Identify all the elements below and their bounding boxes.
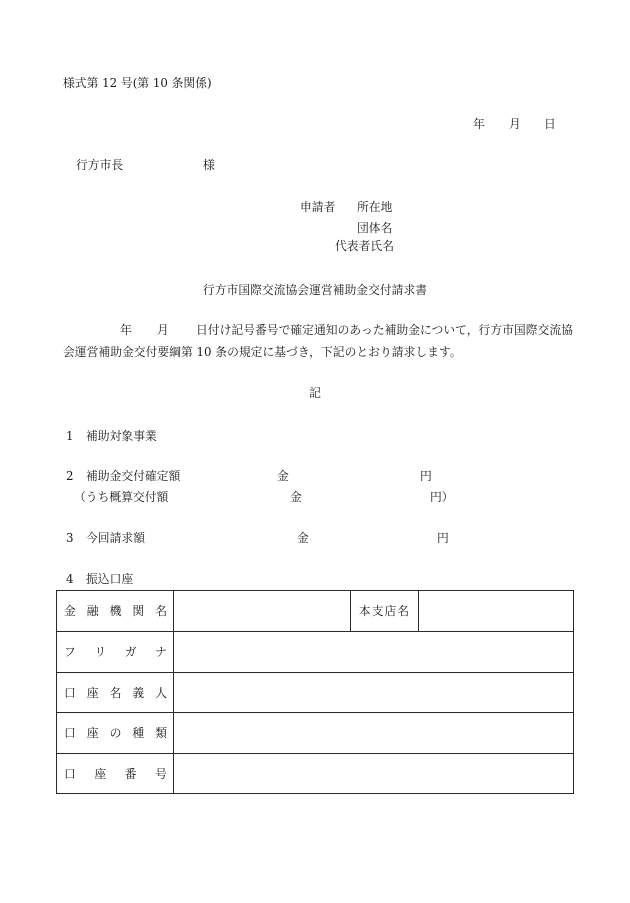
label-char: 融 bbox=[86, 604, 99, 618]
furigana-value-cell bbox=[174, 632, 574, 673]
addressee-name: 行方市長 bbox=[76, 158, 124, 172]
item-2-label: 補助金交付確定額 bbox=[86, 469, 181, 483]
item-3-number: 3 bbox=[66, 531, 74, 545]
ki-heading: 記 bbox=[309, 386, 321, 400]
document-title: 行方市国際交流協会運営補助金交付請求書 bbox=[202, 283, 428, 297]
item-2-kin: 金 bbox=[277, 469, 289, 483]
label-char: 口 bbox=[64, 766, 76, 781]
label-char: 号 bbox=[155, 766, 167, 781]
item-2-yen: 円 bbox=[420, 469, 432, 483]
furigana-label bbox=[64, 645, 167, 659]
label-char: 金 bbox=[64, 604, 76, 618]
label-char: 口 bbox=[64, 685, 76, 700]
branch-label: 本支店名 bbox=[358, 604, 411, 618]
bank-name-row bbox=[57, 591, 574, 632]
item-4-label: 振込口座 bbox=[86, 572, 134, 586]
body-line-2: 会運営補助金交付要綱第 10 条の規定に基づき，下記のとおり請求します。 bbox=[63, 345, 462, 359]
label-char: 類 bbox=[155, 726, 167, 740]
item-3-yen: 円 bbox=[437, 531, 449, 545]
item-3-label: 今回請求額 bbox=[86, 531, 145, 545]
furigana-row bbox=[57, 632, 574, 673]
label-char: 名 bbox=[109, 685, 122, 700]
bank-name-value-cell bbox=[174, 591, 351, 632]
label-char: 機 bbox=[109, 604, 122, 618]
account-holder-label bbox=[64, 686, 167, 700]
label-char: 種 bbox=[132, 726, 145, 740]
label-char: 座 bbox=[94, 766, 107, 781]
account-holder-row bbox=[57, 673, 574, 713]
item-2-sub-yen: 円） bbox=[430, 490, 454, 504]
item-2-sub-label: （うち概算交付額 bbox=[74, 490, 169, 504]
label-char: 番 bbox=[124, 766, 137, 781]
label-char: フ bbox=[64, 645, 76, 659]
label-char: 義 bbox=[132, 685, 145, 700]
furigana-label-cell bbox=[57, 632, 174, 673]
label-char: の bbox=[109, 726, 122, 740]
label-char: 名 bbox=[155, 604, 167, 618]
branch-value-cell bbox=[419, 591, 574, 632]
addressee-honorific: 様 bbox=[203, 158, 215, 172]
account-number-row bbox=[57, 754, 574, 794]
account-type-label bbox=[64, 726, 167, 740]
form-number: 様式第 12 号(第 10 条関係) bbox=[63, 76, 212, 90]
applicant-representative-label: 代表者氏名 bbox=[335, 239, 394, 253]
body-line-1: 日付け記号番号で確定通知のあった補助金について，行方市国際交流協 bbox=[196, 323, 573, 337]
body-month-label: 月 bbox=[157, 323, 169, 337]
account-holder-value-cell bbox=[174, 673, 574, 713]
account-holder-label-cell bbox=[57, 673, 174, 713]
label-char: 関 bbox=[132, 604, 145, 618]
label-char: 座 bbox=[86, 685, 99, 700]
account-type-value-cell bbox=[174, 713, 574, 754]
bank-account-table bbox=[56, 590, 574, 794]
item-1-label: 補助対象事業 bbox=[86, 429, 157, 443]
account-number-label bbox=[64, 767, 167, 781]
date-month-label: 月 bbox=[509, 117, 521, 131]
applicant-organization-label: 団体名 bbox=[357, 221, 393, 235]
item-3-kin: 金 bbox=[297, 531, 309, 545]
label-char: 座 bbox=[86, 726, 99, 740]
account-type-row bbox=[57, 713, 574, 754]
label-char: ガ bbox=[124, 645, 137, 659]
account-number-label-cell bbox=[57, 754, 174, 794]
item-2-sub-kin: 金 bbox=[290, 490, 302, 504]
account-type-label-cell bbox=[57, 713, 174, 754]
bank-name-label bbox=[64, 604, 167, 618]
branch-label-cell bbox=[351, 591, 419, 632]
date-day-label: 日 bbox=[544, 117, 556, 131]
date-year-label: 年 bbox=[473, 117, 485, 131]
account-number-value-cell bbox=[174, 754, 574, 794]
item-1-number: 1 bbox=[66, 429, 74, 443]
applicant-label: 申請者 bbox=[300, 200, 336, 214]
applicant-address-label: 所在地 bbox=[357, 200, 393, 214]
label-char: 口 bbox=[64, 726, 76, 740]
bank-name-label-cell bbox=[57, 591, 174, 632]
body-year-label: 年 bbox=[120, 323, 132, 337]
item-4-number: 4 bbox=[66, 572, 74, 586]
label-char: ナ bbox=[155, 645, 167, 659]
label-char: 人 bbox=[155, 685, 167, 700]
label-char: リ bbox=[94, 645, 107, 659]
item-2-number: 2 bbox=[66, 469, 74, 483]
